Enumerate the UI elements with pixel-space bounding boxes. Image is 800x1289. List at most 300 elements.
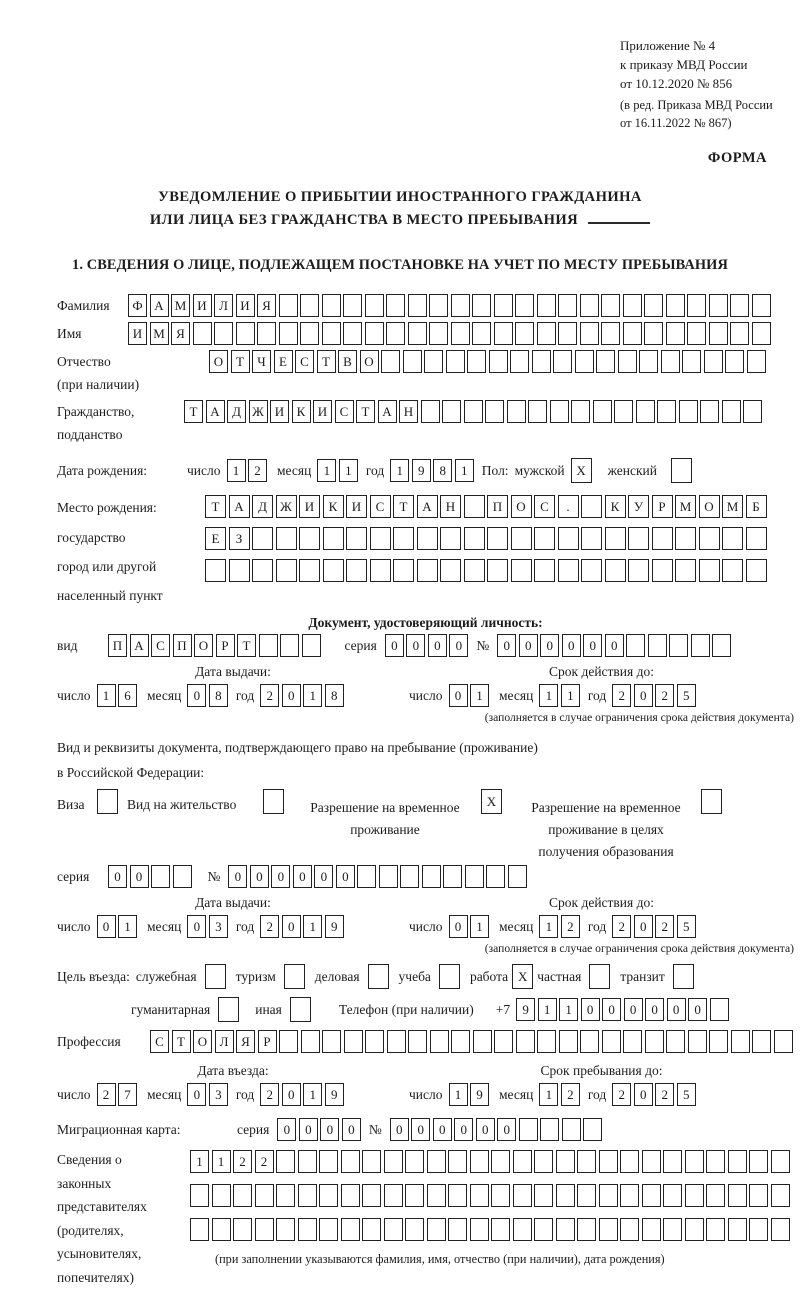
char-cell[interactable]: 0 [583, 634, 602, 657]
char-cell[interactable] [341, 1184, 360, 1207]
char-cell[interactable]: И [299, 495, 320, 518]
mig-number-boxes[interactable] [390, 1118, 603, 1141]
char-cell[interactable]: 0 [320, 1118, 339, 1141]
char-cell[interactable]: Я [171, 322, 190, 345]
entry-day-boxes[interactable] [97, 1083, 138, 1106]
char-cell[interactable]: 0 [228, 865, 247, 888]
char-cell[interactable] [97, 789, 118, 814]
char-cell[interactable]: 9 [516, 998, 535, 1021]
char-cell[interactable] [722, 559, 743, 582]
char-cell[interactable]: 0 [562, 634, 581, 657]
char-cell[interactable] [688, 1030, 707, 1053]
char-cell[interactable]: 0 [497, 1118, 516, 1141]
char-cell[interactable]: 0 [634, 684, 653, 707]
char-cell[interactable] [575, 350, 594, 373]
id-issue-day-boxes[interactable] [97, 684, 138, 707]
char-cell[interactable] [682, 350, 701, 373]
char-cell[interactable]: 1 [303, 1083, 322, 1106]
char-cell[interactable] [362, 1218, 381, 1241]
char-cell[interactable] [577, 1218, 596, 1241]
char-cell[interactable] [636, 400, 655, 423]
char-cell[interactable] [442, 400, 461, 423]
char-cell[interactable] [368, 964, 389, 989]
char-cell[interactable] [709, 294, 728, 317]
char-cell[interactable]: 8 [433, 459, 452, 482]
residence-permit-checkbox[interactable] [263, 789, 284, 814]
char-cell[interactable] [448, 1218, 467, 1241]
char-cell[interactable]: 7 [118, 1083, 137, 1106]
id-valid-month-boxes[interactable] [539, 684, 580, 707]
purpose-other-checkbox[interactable] [290, 997, 311, 1022]
char-cell[interactable] [424, 350, 443, 373]
char-cell[interactable]: 2 [612, 684, 631, 707]
char-cell[interactable]: 2 [97, 1083, 116, 1106]
entry-year-boxes[interactable] [260, 1083, 344, 1106]
char-cell[interactable] [623, 1030, 642, 1053]
char-cell[interactable] [642, 1184, 661, 1207]
char-cell[interactable] [596, 350, 615, 373]
char-cell[interactable]: 2 [612, 915, 631, 938]
char-cell[interactable]: Т [205, 495, 226, 518]
char-cell[interactable] [151, 865, 170, 888]
char-cell[interactable]: Л [214, 294, 233, 317]
char-cell[interactable]: М [722, 495, 743, 518]
char-cell[interactable]: О [194, 634, 213, 657]
char-cell[interactable]: Д [227, 400, 246, 423]
purpose-business-checkbox[interactable] [368, 964, 389, 989]
char-cell[interactable] [577, 1184, 596, 1207]
char-cell[interactable] [639, 350, 658, 373]
char-cell[interactable] [346, 559, 367, 582]
char-cell[interactable] [618, 350, 637, 373]
char-cell[interactable] [601, 322, 620, 345]
char-cell[interactable]: 1 [317, 459, 336, 482]
char-cell[interactable] [252, 559, 273, 582]
char-cell[interactable] [370, 559, 391, 582]
char-cell[interactable]: 1 [227, 459, 246, 482]
char-cell[interactable]: 0 [428, 634, 447, 657]
char-cell[interactable] [644, 294, 663, 317]
char-cell[interactable] [679, 400, 698, 423]
char-cell[interactable] [580, 294, 599, 317]
char-cell[interactable] [743, 400, 762, 423]
char-cell[interactable] [559, 1030, 578, 1053]
char-cell[interactable] [534, 1184, 553, 1207]
char-cell[interactable]: М [150, 322, 169, 345]
char-cell[interactable] [752, 322, 771, 345]
char-cell[interactable] [626, 634, 645, 657]
char-cell[interactable]: И [236, 294, 255, 317]
char-cell[interactable] [381, 350, 400, 373]
char-cell[interactable]: 0 [624, 998, 643, 1021]
char-cell[interactable] [675, 559, 696, 582]
char-cell[interactable] [365, 1030, 384, 1053]
char-cell[interactable]: И [270, 400, 289, 423]
id-valid-year-boxes[interactable] [612, 684, 696, 707]
char-cell[interactable]: X [481, 789, 502, 814]
name-boxes[interactable] [128, 322, 771, 345]
char-cell[interactable]: 0 [605, 634, 624, 657]
char-cell[interactable] [771, 1150, 790, 1173]
char-cell[interactable] [299, 559, 320, 582]
char-cell[interactable] [446, 350, 465, 373]
char-cell[interactable] [322, 322, 341, 345]
char-cell[interactable] [485, 400, 504, 423]
birthplace-row3-boxes[interactable] [205, 559, 767, 582]
char-cell[interactable]: Е [205, 527, 226, 550]
char-cell[interactable] [511, 527, 532, 550]
char-cell[interactable] [417, 527, 438, 550]
char-cell[interactable] [710, 998, 729, 1021]
char-cell[interactable] [685, 1150, 704, 1173]
char-cell[interactable] [205, 964, 226, 989]
char-cell[interactable] [298, 1218, 317, 1241]
char-cell[interactable] [284, 964, 305, 989]
char-cell[interactable] [663, 1218, 682, 1241]
char-cell[interactable]: О [511, 495, 532, 518]
visa-checkbox[interactable] [97, 789, 118, 814]
char-cell[interactable]: Ч [252, 350, 271, 373]
char-cell[interactable] [666, 1030, 685, 1053]
birth-year-boxes[interactable] [390, 459, 474, 482]
birthplace-row1-boxes[interactable] [205, 495, 767, 518]
id-series-boxes[interactable] [385, 634, 469, 657]
char-cell[interactable] [699, 527, 720, 550]
char-cell[interactable]: И [193, 294, 212, 317]
char-cell[interactable]: 0 [449, 684, 468, 707]
char-cell[interactable] [515, 294, 534, 317]
char-cell[interactable]: Б [746, 495, 767, 518]
char-cell[interactable]: И [128, 322, 147, 345]
profession-boxes[interactable] [150, 1030, 793, 1053]
char-cell[interactable]: 2 [655, 1083, 674, 1106]
char-cell[interactable] [699, 559, 720, 582]
reps-row3-boxes[interactable] [190, 1218, 790, 1241]
char-cell[interactable]: 1 [449, 1083, 468, 1106]
char-cell[interactable] [205, 559, 226, 582]
char-cell[interactable]: Т [231, 350, 250, 373]
char-cell[interactable] [771, 1184, 790, 1207]
res-valid-month-boxes[interactable] [539, 915, 580, 938]
char-cell[interactable]: . [558, 495, 579, 518]
char-cell[interactable]: С [335, 400, 354, 423]
char-cell[interactable] [645, 1030, 664, 1053]
char-cell[interactable]: 2 [255, 1150, 274, 1173]
char-cell[interactable]: 9 [325, 915, 344, 938]
char-cell[interactable] [642, 1218, 661, 1241]
char-cell[interactable] [722, 400, 741, 423]
char-cell[interactable] [571, 400, 590, 423]
char-cell[interactable] [731, 1030, 750, 1053]
char-cell[interactable] [620, 1184, 639, 1207]
char-cell[interactable] [532, 350, 551, 373]
char-cell[interactable] [279, 1030, 298, 1053]
char-cell[interactable] [487, 527, 508, 550]
char-cell[interactable] [556, 1184, 575, 1207]
char-cell[interactable] [362, 1184, 381, 1207]
char-cell[interactable]: 0 [497, 634, 516, 657]
char-cell[interactable]: П [173, 634, 192, 657]
char-cell[interactable]: 1 [303, 684, 322, 707]
char-cell[interactable]: Н [399, 400, 418, 423]
char-cell[interactable] [558, 294, 577, 317]
char-cell[interactable]: 0 [449, 915, 468, 938]
res-valid-year-boxes[interactable] [612, 915, 696, 938]
char-cell[interactable]: Л [215, 1030, 234, 1053]
char-cell[interactable] [513, 1150, 532, 1173]
char-cell[interactable] [752, 1030, 771, 1053]
char-cell[interactable] [652, 527, 673, 550]
char-cell[interactable] [276, 1150, 295, 1173]
char-cell[interactable]: Ж [249, 400, 268, 423]
char-cell[interactable] [448, 1150, 467, 1173]
surname-boxes[interactable] [128, 294, 771, 317]
char-cell[interactable] [252, 527, 273, 550]
char-cell[interactable]: 1 [539, 915, 558, 938]
char-cell[interactable]: Т [393, 495, 414, 518]
char-cell[interactable] [508, 865, 527, 888]
char-cell[interactable] [464, 400, 483, 423]
id-number-boxes[interactable] [497, 634, 731, 657]
char-cell[interactable]: 0 [277, 1118, 296, 1141]
char-cell[interactable] [642, 1150, 661, 1173]
char-cell[interactable] [218, 997, 239, 1022]
char-cell[interactable] [323, 527, 344, 550]
char-cell[interactable] [623, 294, 642, 317]
char-cell[interactable] [494, 294, 513, 317]
char-cell[interactable]: П [108, 634, 127, 657]
char-cell[interactable]: О [360, 350, 379, 373]
char-cell[interactable]: 0 [282, 1083, 301, 1106]
char-cell[interactable]: 0 [187, 915, 206, 938]
char-cell[interactable] [657, 400, 676, 423]
char-cell[interactable]: Ф [128, 294, 147, 317]
char-cell[interactable] [774, 1030, 793, 1053]
char-cell[interactable]: 2 [248, 459, 267, 482]
char-cell[interactable]: 0 [540, 634, 559, 657]
char-cell[interactable] [212, 1218, 231, 1241]
birth-month-boxes[interactable] [317, 459, 358, 482]
char-cell[interactable] [771, 1218, 790, 1241]
char-cell[interactable] [605, 527, 626, 550]
char-cell[interactable] [263, 789, 284, 814]
char-cell[interactable] [384, 1184, 403, 1207]
char-cell[interactable] [583, 1118, 602, 1141]
char-cell[interactable] [730, 294, 749, 317]
char-cell[interactable] [212, 1184, 231, 1207]
char-cell[interactable] [701, 789, 722, 814]
char-cell[interactable] [749, 1150, 768, 1173]
char-cell[interactable] [343, 294, 362, 317]
char-cell[interactable]: 1 [339, 459, 358, 482]
char-cell[interactable] [276, 1184, 295, 1207]
char-cell[interactable]: О [699, 495, 720, 518]
char-cell[interactable] [491, 1218, 510, 1241]
char-cell[interactable]: 9 [412, 459, 431, 482]
char-cell[interactable]: 1 [539, 684, 558, 707]
char-cell[interactable]: С [370, 495, 391, 518]
char-cell[interactable] [728, 1218, 747, 1241]
char-cell[interactable] [513, 1218, 532, 1241]
char-cell[interactable] [628, 559, 649, 582]
char-cell[interactable]: А [130, 634, 149, 657]
char-cell[interactable] [464, 559, 485, 582]
char-cell[interactable] [279, 322, 298, 345]
citizenship-boxes[interactable] [184, 400, 762, 423]
char-cell[interactable] [528, 400, 547, 423]
char-cell[interactable]: З [229, 527, 250, 550]
birth-day-boxes[interactable] [227, 459, 268, 482]
char-cell[interactable]: 0 [97, 915, 116, 938]
char-cell[interactable] [620, 1150, 639, 1173]
char-cell[interactable] [440, 527, 461, 550]
char-cell[interactable]: 5 [677, 915, 696, 938]
char-cell[interactable] [341, 1218, 360, 1241]
char-cell[interactable]: 1 [97, 684, 116, 707]
char-cell[interactable] [516, 1030, 535, 1053]
char-cell[interactable]: 0 [108, 865, 127, 888]
char-cell[interactable] [648, 634, 667, 657]
char-cell[interactable]: 0 [271, 865, 290, 888]
char-cell[interactable] [370, 527, 391, 550]
char-cell[interactable]: 2 [260, 915, 279, 938]
char-cell[interactable] [472, 322, 491, 345]
id-issue-year-boxes[interactable] [260, 684, 344, 707]
char-cell[interactable] [486, 865, 505, 888]
char-cell[interactable] [343, 322, 362, 345]
char-cell[interactable] [730, 322, 749, 345]
char-cell[interactable] [319, 1150, 338, 1173]
char-cell[interactable] [519, 1118, 538, 1141]
char-cell[interactable]: С [295, 350, 314, 373]
char-cell[interactable] [709, 1030, 728, 1053]
char-cell[interactable] [298, 1184, 317, 1207]
char-cell[interactable]: С [534, 495, 555, 518]
char-cell[interactable]: Я [236, 1030, 255, 1053]
char-cell[interactable] [746, 559, 767, 582]
char-cell[interactable] [439, 964, 460, 989]
char-cell[interactable] [405, 1218, 424, 1241]
char-cell[interactable] [300, 322, 319, 345]
char-cell[interactable] [421, 400, 440, 423]
char-cell[interactable] [537, 1030, 556, 1053]
char-cell[interactable] [429, 322, 448, 345]
char-cell[interactable] [558, 527, 579, 550]
char-cell[interactable] [470, 1150, 489, 1173]
char-cell[interactable] [602, 1030, 621, 1053]
char-cell[interactable]: 9 [470, 1083, 489, 1106]
char-cell[interactable] [558, 322, 577, 345]
char-cell[interactable] [301, 1030, 320, 1053]
id-kind-boxes[interactable] [108, 634, 321, 657]
char-cell[interactable] [299, 527, 320, 550]
char-cell[interactable] [605, 559, 626, 582]
char-cell[interactable] [704, 350, 723, 373]
char-cell[interactable] [540, 1118, 559, 1141]
char-cell[interactable] [229, 559, 250, 582]
char-cell[interactable] [534, 559, 555, 582]
stay-year-boxes[interactable] [612, 1083, 696, 1106]
char-cell[interactable] [513, 1184, 532, 1207]
char-cell[interactable] [470, 1218, 489, 1241]
char-cell[interactable] [236, 322, 255, 345]
char-cell[interactable]: 0 [454, 1118, 473, 1141]
char-cell[interactable] [451, 294, 470, 317]
char-cell[interactable] [214, 322, 233, 345]
char-cell[interactable] [346, 527, 367, 550]
char-cell[interactable] [430, 1030, 449, 1053]
char-cell[interactable] [173, 865, 192, 888]
char-cell[interactable] [661, 350, 680, 373]
char-cell[interactable] [276, 1218, 295, 1241]
char-cell[interactable] [427, 1150, 446, 1173]
res-issue-month-boxes[interactable] [187, 915, 228, 938]
char-cell[interactable]: А [150, 294, 169, 317]
char-cell[interactable] [405, 1150, 424, 1173]
char-cell[interactable] [534, 1150, 553, 1173]
char-cell[interactable] [556, 1150, 575, 1173]
char-cell[interactable] [706, 1184, 725, 1207]
char-cell[interactable]: М [675, 495, 696, 518]
char-cell[interactable] [427, 1218, 446, 1241]
char-cell[interactable] [443, 865, 462, 888]
char-cell[interactable] [386, 322, 405, 345]
res-issue-year-boxes[interactable] [260, 915, 344, 938]
char-cell[interactable] [511, 559, 532, 582]
char-cell[interactable]: 5 [677, 684, 696, 707]
char-cell[interactable]: 1 [538, 998, 557, 1021]
char-cell[interactable]: Т [356, 400, 375, 423]
char-cell[interactable]: А [229, 495, 250, 518]
char-cell[interactable] [448, 1184, 467, 1207]
char-cell[interactable] [553, 350, 572, 373]
char-cell[interactable]: 0 [634, 915, 653, 938]
char-cell[interactable]: 1 [539, 1083, 558, 1106]
char-cell[interactable] [671, 458, 692, 483]
char-cell[interactable] [341, 1150, 360, 1173]
char-cell[interactable] [422, 865, 441, 888]
char-cell[interactable] [580, 1030, 599, 1053]
char-cell[interactable] [510, 350, 529, 373]
char-cell[interactable]: 1 [561, 684, 580, 707]
char-cell[interactable] [550, 400, 569, 423]
mig-series-boxes[interactable] [277, 1118, 361, 1141]
reps-row1-boxes[interactable] [190, 1150, 790, 1173]
char-cell[interactable] [580, 322, 599, 345]
char-cell[interactable]: 2 [561, 1083, 580, 1106]
char-cell[interactable]: 2 [233, 1150, 252, 1173]
char-cell[interactable]: 5 [677, 1083, 696, 1106]
char-cell[interactable]: М [171, 294, 190, 317]
char-cell[interactable] [487, 559, 508, 582]
char-cell[interactable] [601, 294, 620, 317]
char-cell[interactable] [417, 559, 438, 582]
char-cell[interactable] [408, 322, 427, 345]
char-cell[interactable]: 1 [303, 915, 322, 938]
char-cell[interactable] [534, 1218, 553, 1241]
char-cell[interactable] [259, 634, 278, 657]
purpose-work-checkbox[interactable] [512, 964, 533, 989]
char-cell[interactable] [276, 559, 297, 582]
char-cell[interactable] [728, 1184, 747, 1207]
char-cell[interactable]: 1 [190, 1150, 209, 1173]
char-cell[interactable] [400, 865, 419, 888]
char-cell[interactable] [393, 527, 414, 550]
char-cell[interactable]: 1 [455, 459, 474, 482]
purpose-official-checkbox[interactable] [205, 964, 226, 989]
char-cell[interactable]: 3 [209, 1083, 228, 1106]
char-cell[interactable] [393, 559, 414, 582]
